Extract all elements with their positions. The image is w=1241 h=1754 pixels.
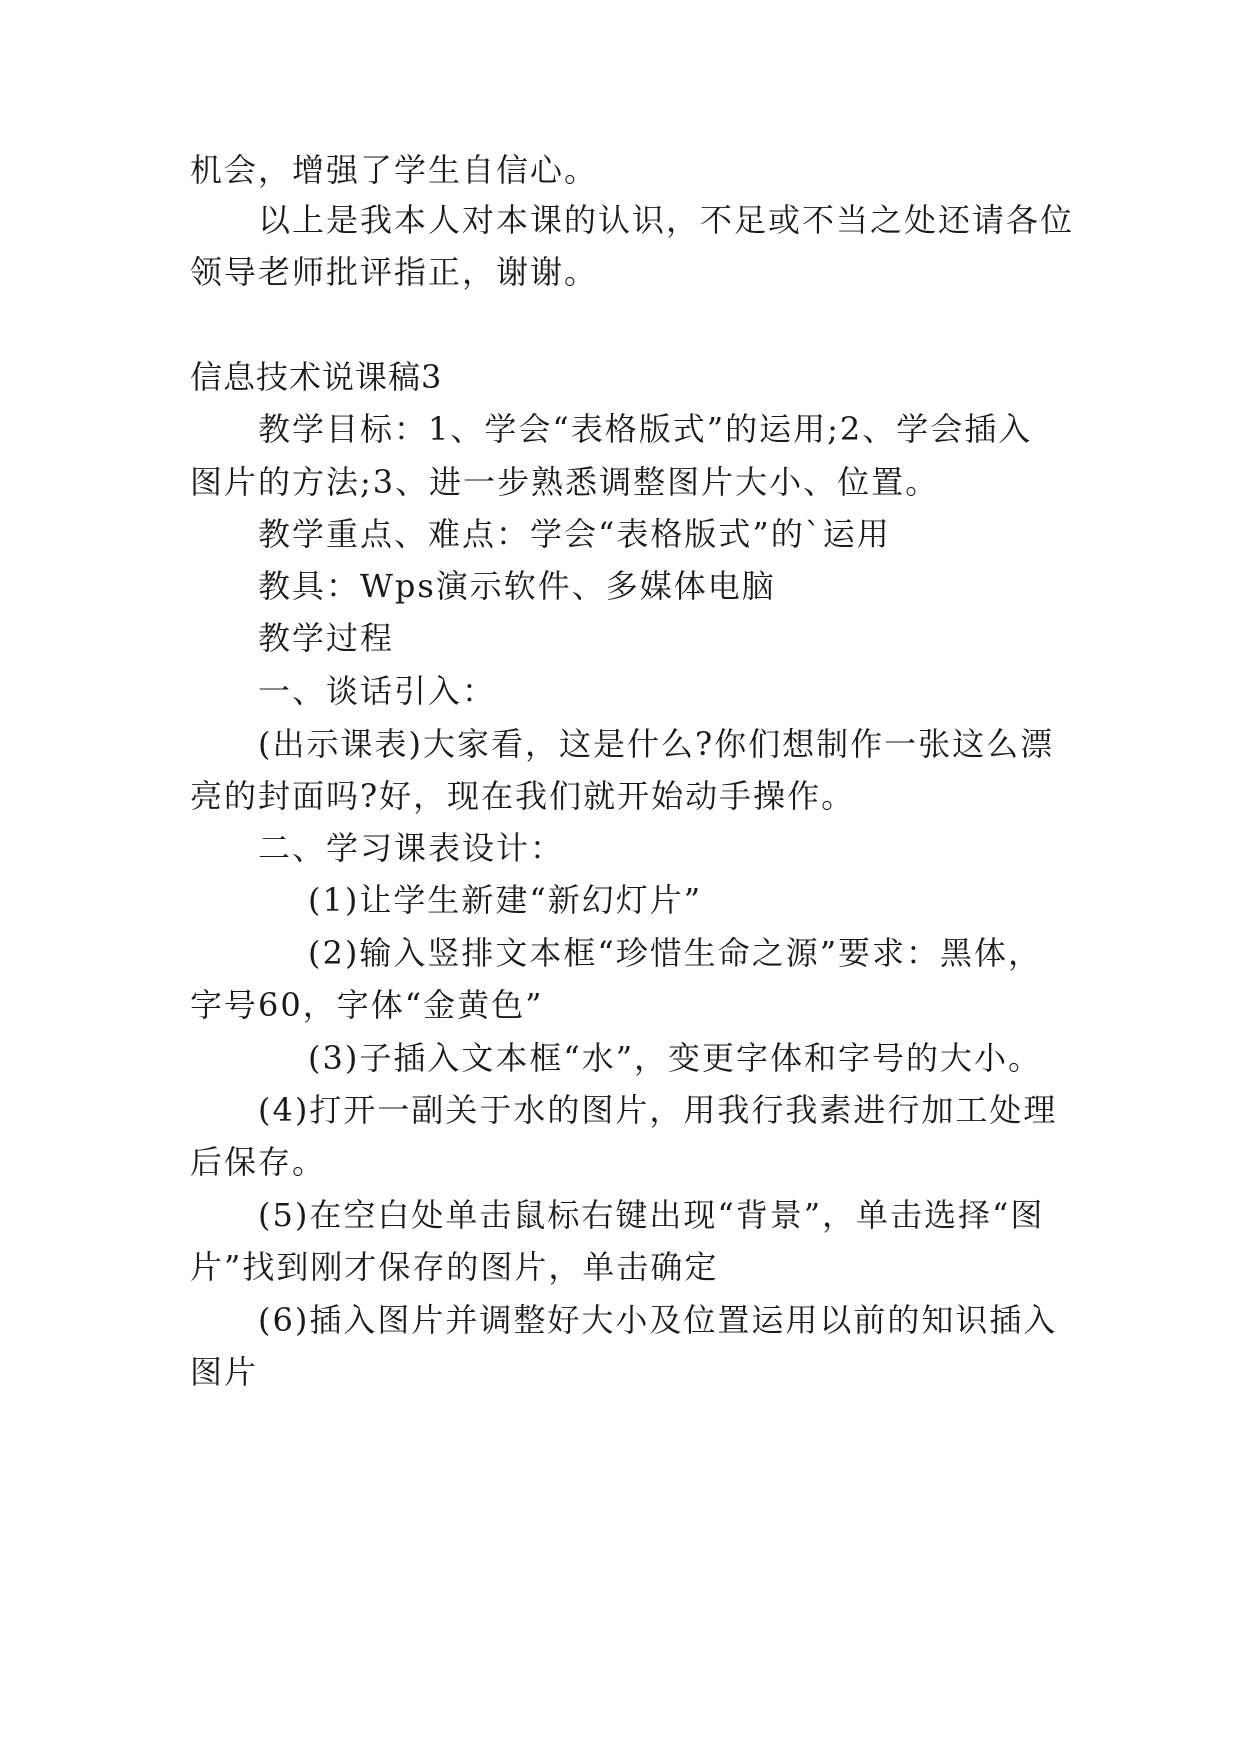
- text-line: 教学目标：1、学会“表格版式”的运用;2、学会插入: [258, 410, 1033, 448]
- text-line: 后保存。: [190, 1143, 327, 1181]
- text-line: 图片: [190, 1353, 259, 1391]
- text-line: 图片的方法;3、进一步熟悉调整图片大小、位置。: [190, 463, 940, 501]
- text-line: 以上是我本人对本课的认识，不足或不当之处还请各位: [258, 201, 1075, 239]
- text-line: (出示课表)大家看，这是什么?你们想制作一张这么漂: [258, 725, 1055, 763]
- text-line: 教学重点、难点：学会“表格版式”的`运用: [258, 515, 891, 553]
- text-line: (3)子插入文本框“水”，变更字体和字号的大小。: [308, 1039, 1043, 1077]
- text-line: 片”找到刚才保存的图片，单击确定: [190, 1248, 719, 1286]
- text-line: (1)让学生新建“新幻灯片”: [308, 881, 703, 919]
- section-heading: 信息技术说课稿3: [190, 358, 443, 396]
- text-line: 一、谈话引入：: [258, 672, 497, 710]
- text-line: (6)插入图片并调整好大小及位置运用以前的知识插入: [258, 1301, 1058, 1339]
- text-line: 二、学习课表设计：: [258, 829, 565, 867]
- text-line: (2)输入竖排文本框“珍惜生命之源”要求：黑体，: [308, 934, 1043, 972]
- text-line: (5)在空白处单击鼠标右键出现“背景”，单击选择“图: [258, 1196, 1045, 1234]
- text-line: (4)打开一副关于水的图片，用我行我素进行加工处理: [258, 1091, 1058, 1129]
- text-line: 领导老师批评指正，谢谢。: [190, 253, 599, 291]
- text-line: 教具：Wps演示软件、多媒体电脑: [258, 567, 776, 605]
- text-line: 机会，增强了学生自信心。: [190, 151, 599, 189]
- text-line: 字号60，字体“金黄色”: [190, 986, 544, 1024]
- text-line: 亮的封面吗?好，现在我们就开始动手操作。: [190, 777, 856, 815]
- text-line: 教学过程: [258, 619, 395, 657]
